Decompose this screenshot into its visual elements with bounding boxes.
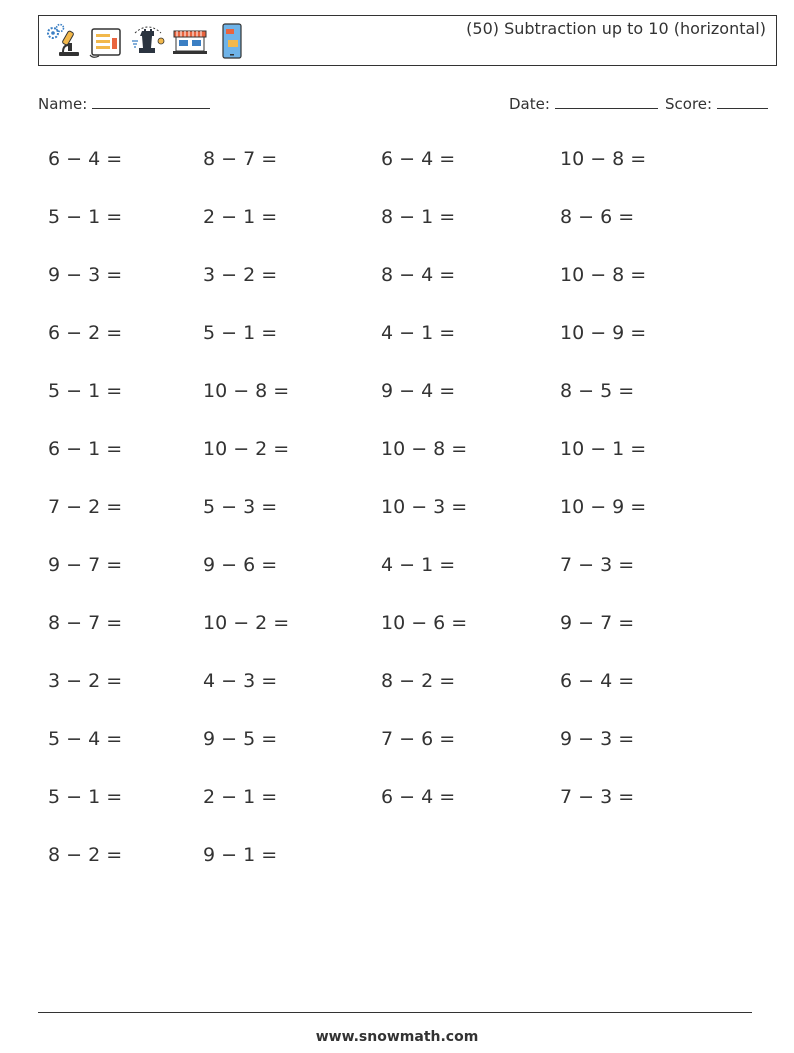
problem-item: 6 − 2 = — [48, 322, 123, 344]
problem-item: 5 − 1 = — [48, 380, 123, 402]
problem-item: 10 − 2 = — [203, 612, 290, 634]
problem-item: 8 − 6 = — [560, 206, 635, 228]
score-field — [665, 93, 768, 113]
footer-divider — [38, 1012, 752, 1013]
problem-item: 5 − 4 = — [48, 728, 123, 750]
name-field — [38, 93, 210, 113]
problem-item: 8 − 1 = — [381, 206, 456, 228]
mobile-phone-icon — [213, 21, 251, 61]
header-icons — [45, 21, 251, 61]
header-box — [38, 15, 777, 66]
problem-item: 10 − 6 = — [381, 612, 468, 634]
problem-item: 4 − 3 = — [203, 670, 278, 692]
date-field — [509, 93, 658, 113]
chess-rook-icon — [129, 21, 167, 61]
problem-item: 6 − 4 = — [560, 670, 635, 692]
problem-item: 8 − 2 = — [48, 844, 123, 866]
problem-item: 2 − 1 = — [203, 206, 278, 228]
problem-item: 9 − 3 = — [48, 264, 123, 286]
problem-item: 6 − 4 = — [381, 148, 456, 170]
storefront-icon — [171, 21, 209, 61]
problem-item: 8 − 7 = — [48, 612, 123, 634]
problem-item: 9 − 3 = — [560, 728, 635, 750]
problem-item: 9 − 7 = — [48, 554, 123, 576]
problem-item: 10 − 8 = — [560, 264, 647, 286]
problem-item: 7 − 6 = — [381, 728, 456, 750]
date-blank[interactable] — [555, 93, 658, 109]
problem-item: 7 − 3 = — [560, 554, 635, 576]
problem-item: 7 − 3 = — [560, 786, 635, 808]
document-list-icon — [87, 21, 125, 61]
problem-item: 5 − 1 = — [48, 786, 123, 808]
problem-item: 3 − 2 = — [48, 670, 123, 692]
problem-item: 5 − 1 = — [203, 322, 278, 344]
problem-item: 10 − 2 = — [203, 438, 290, 460]
problem-item: 8 − 2 = — [381, 670, 456, 692]
problem-item: 10 − 3 = — [381, 496, 468, 518]
problem-item: 8 − 5 = — [560, 380, 635, 402]
problem-item: 10 − 9 = — [560, 322, 647, 344]
microscope-gears-icon — [45, 21, 83, 61]
problem-item: 6 − 4 = — [48, 148, 123, 170]
problem-item: 10 − 8 = — [560, 148, 647, 170]
problem-item: 7 − 2 = — [48, 496, 123, 518]
date-label: Date: — [509, 95, 550, 113]
problem-item: 9 − 7 = — [560, 612, 635, 634]
problem-item: 5 − 3 = — [203, 496, 278, 518]
score-blank[interactable] — [717, 93, 768, 109]
score-label: Score: — [665, 95, 713, 113]
problem-item: 10 − 8 = — [203, 380, 290, 402]
problem-item: 6 − 4 = — [381, 786, 456, 808]
problem-item: 2 − 1 = — [203, 786, 278, 808]
problem-item: 10 − 8 = — [381, 438, 468, 460]
problem-item: 5 − 1 = — [48, 206, 123, 228]
problem-item: 4 − 1 = — [381, 554, 456, 576]
worksheet-title: (50) Subtraction up to 10 (horizontal) — [466, 19, 766, 38]
problem-item: 9 − 5 = — [203, 728, 278, 750]
problem-item: 10 − 9 = — [560, 496, 647, 518]
name-label: Name: — [38, 95, 88, 113]
problem-item: 8 − 7 = — [203, 148, 278, 170]
problem-item: 9 − 6 = — [203, 554, 278, 576]
footer-website: www.snowmath.com — [315, 1029, 479, 1045]
name-blank[interactable] — [92, 93, 210, 109]
problem-item: 9 − 4 = — [381, 380, 456, 402]
problem-item: 9 − 1 = — [203, 844, 278, 866]
problem-item: 3 − 2 = — [203, 264, 278, 286]
problem-item: 10 − 1 = — [560, 438, 647, 460]
problem-item: 8 − 4 = — [381, 264, 456, 286]
problem-item: 4 − 1 = — [381, 322, 456, 344]
problem-item: 6 − 1 = — [48, 438, 123, 460]
